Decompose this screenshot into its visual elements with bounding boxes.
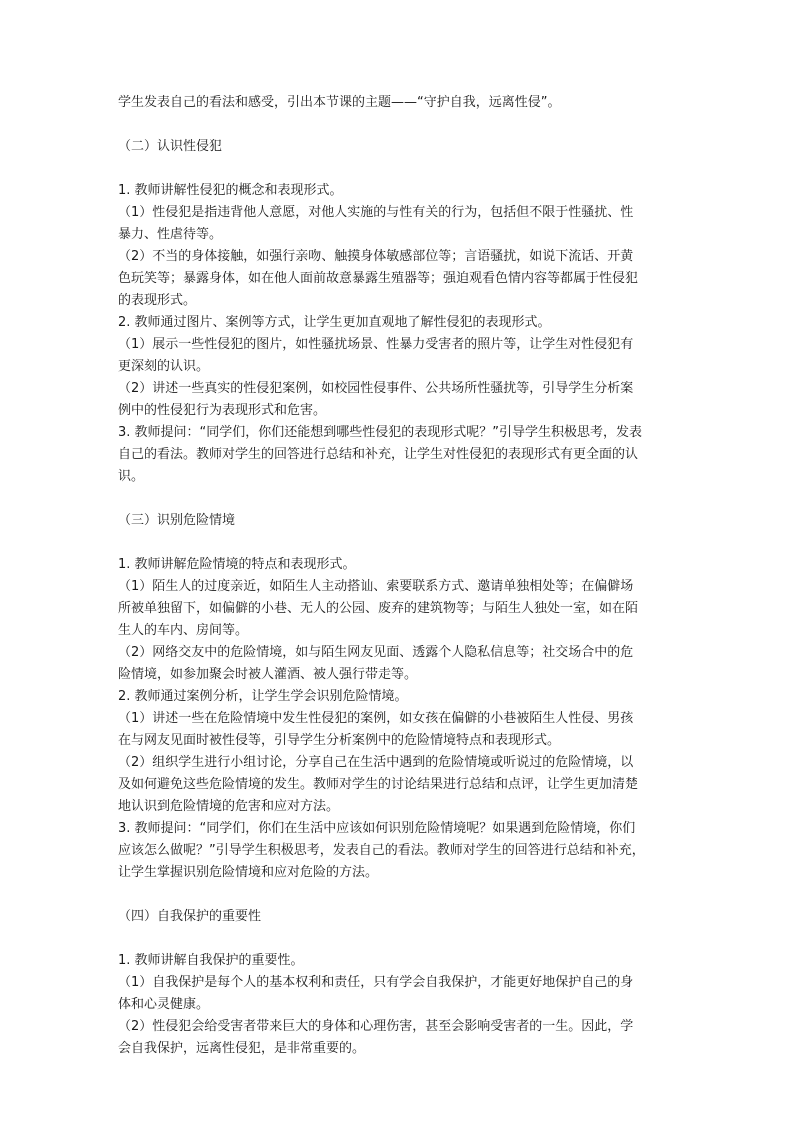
text-line: 的表现形式。	[118, 293, 197, 308]
text-line: 更深刻的认识。	[118, 359, 210, 374]
text-line: （2）讲述一些真实的性侵犯案例，如校园性侵事件、公共场所性骚扰等，引导学生分析案	[118, 381, 634, 396]
text-line: （1）陌生人的过度亲近，如陌生人主动搭讪、索要联系方式、邀请单独相处等；在偏僻场	[118, 579, 634, 594]
text-line: 地认识到危险情境的危害和应对方法。	[118, 799, 340, 814]
text-line: 应该怎么做呢？”引导学生积极思考，发表自己的看法。教师对学生的回答进行总结和补充，	[118, 843, 645, 858]
section-body-danger	[118, 554, 684, 884]
text-line: 会自我保护，远离性侵犯，是非常重要的。	[118, 1041, 366, 1056]
section-heading-self-protection: （四）自我保护的重要性	[118, 909, 262, 924]
text-line: 2. 教师通过图片、案例等方式，让学生更加直观地了解性侵犯的表现形式。	[118, 315, 551, 330]
text-line: 例中的性侵犯行为表现形式和危害。	[118, 403, 327, 418]
text-line: 险情境，如参加聚会时被人灌酒、被人强行带走等。	[118, 667, 418, 682]
section-body-recognize	[118, 180, 684, 488]
text-line: 及如何避免这些危险情境的发生。教师对学生的讨论结果进行总结和点评，让学生更加清楚	[118, 777, 639, 792]
text-line: （2）组织学生进行小组讨论，分享自己在生活中遇到的危险情境或听说过的危险情境，以	[118, 755, 634, 770]
text-line: 自己的看法。教师对学生的回答进行总结和补充，让学生对性侵犯的表现形式有更全面的认	[118, 447, 639, 462]
text-line: 2. 教师通过案例分析，让学生学会识别危险情境。	[118, 689, 408, 704]
text-line: 让学生掌握识别危险情境和应对危险的方法。	[118, 865, 379, 880]
section-body-self-protection	[118, 950, 684, 1060]
text-line: （1）讲述一些在危险情境中发生性侵犯的案例，如女孩在偏僻的小巷被陌生人性侵、男孩	[118, 711, 634, 726]
section-heading-recognize: （二）认识性侵犯	[118, 139, 223, 154]
text-line: （1）展示一些性侵犯的图片，如性骚扰场景、性暴力受害者的照片等，让学生对性侵犯有	[118, 337, 634, 352]
text-line: 1. 教师讲解性侵犯的概念和表现形式。	[118, 183, 343, 198]
text-line: 在与网友见面时被性侵等，引导学生分析案例中的危险情境特点和表现形式。	[118, 733, 561, 748]
document-body	[118, 92, 684, 1060]
text-line: 生人的车内、房间等。	[118, 623, 249, 638]
text-line: 1. 教师讲解自我保护的重要性。	[118, 953, 304, 968]
text-line: （2）不当的身体接触，如强行亲吻、触摸身体敏感部位等；言语骚扰，如说下流话、开黄	[118, 249, 634, 264]
text-line: 3. 教师提问：“同学们，你们还能想到哪些性侵犯的表现形式呢？”引导学生积极思考，发表	[118, 425, 643, 440]
intro-paragraph: 学生发表自己的看法和感受，引出本节课的主题——“守护自我，远离性侵”。	[118, 95, 561, 110]
section-heading-danger: （三）识别危险情境	[118, 513, 236, 528]
text-line: （2）网络交友中的危险情境，如与陌生网友见面、透露个人隐私信息等；社交场合中的危	[118, 645, 634, 660]
text-line: 暴力、性虐待等。	[118, 227, 223, 242]
text-line: （1）性侵犯是指违背他人意愿，对他人实施的与性有关的行为，包括但不限于性骚扰、性	[118, 205, 634, 220]
text-line: 所被单独留下，如偏僻的小巷、无人的公园、废弃的建筑物等；与陌生人独处一室，如在陌	[118, 601, 639, 616]
text-line: 识。	[118, 469, 145, 484]
text-line: 色玩笑等；暴露身体，如在他人面前故意暴露生殖器等；强迫观看色情内容等都属于性侵犯	[118, 271, 639, 286]
text-line: 体和心灵健康。	[118, 997, 210, 1012]
text-line: 1. 教师讲解危险情境的特点和表现形式。	[118, 557, 356, 572]
text-line: 3. 教师提问：“同学们，你们在生活中应该如何识别危险情境呢？如果遇到危险情境，你们	[118, 821, 636, 836]
text-line: （2）性侵犯会给受害者带来巨大的身体和心理伤害，甚至会影响受害者的一生。因此，学	[118, 1019, 634, 1034]
text-line: （1）自我保护是每个人的基本权利和责任，只有学会自我保护，才能更好地保护自己的身	[118, 975, 634, 990]
